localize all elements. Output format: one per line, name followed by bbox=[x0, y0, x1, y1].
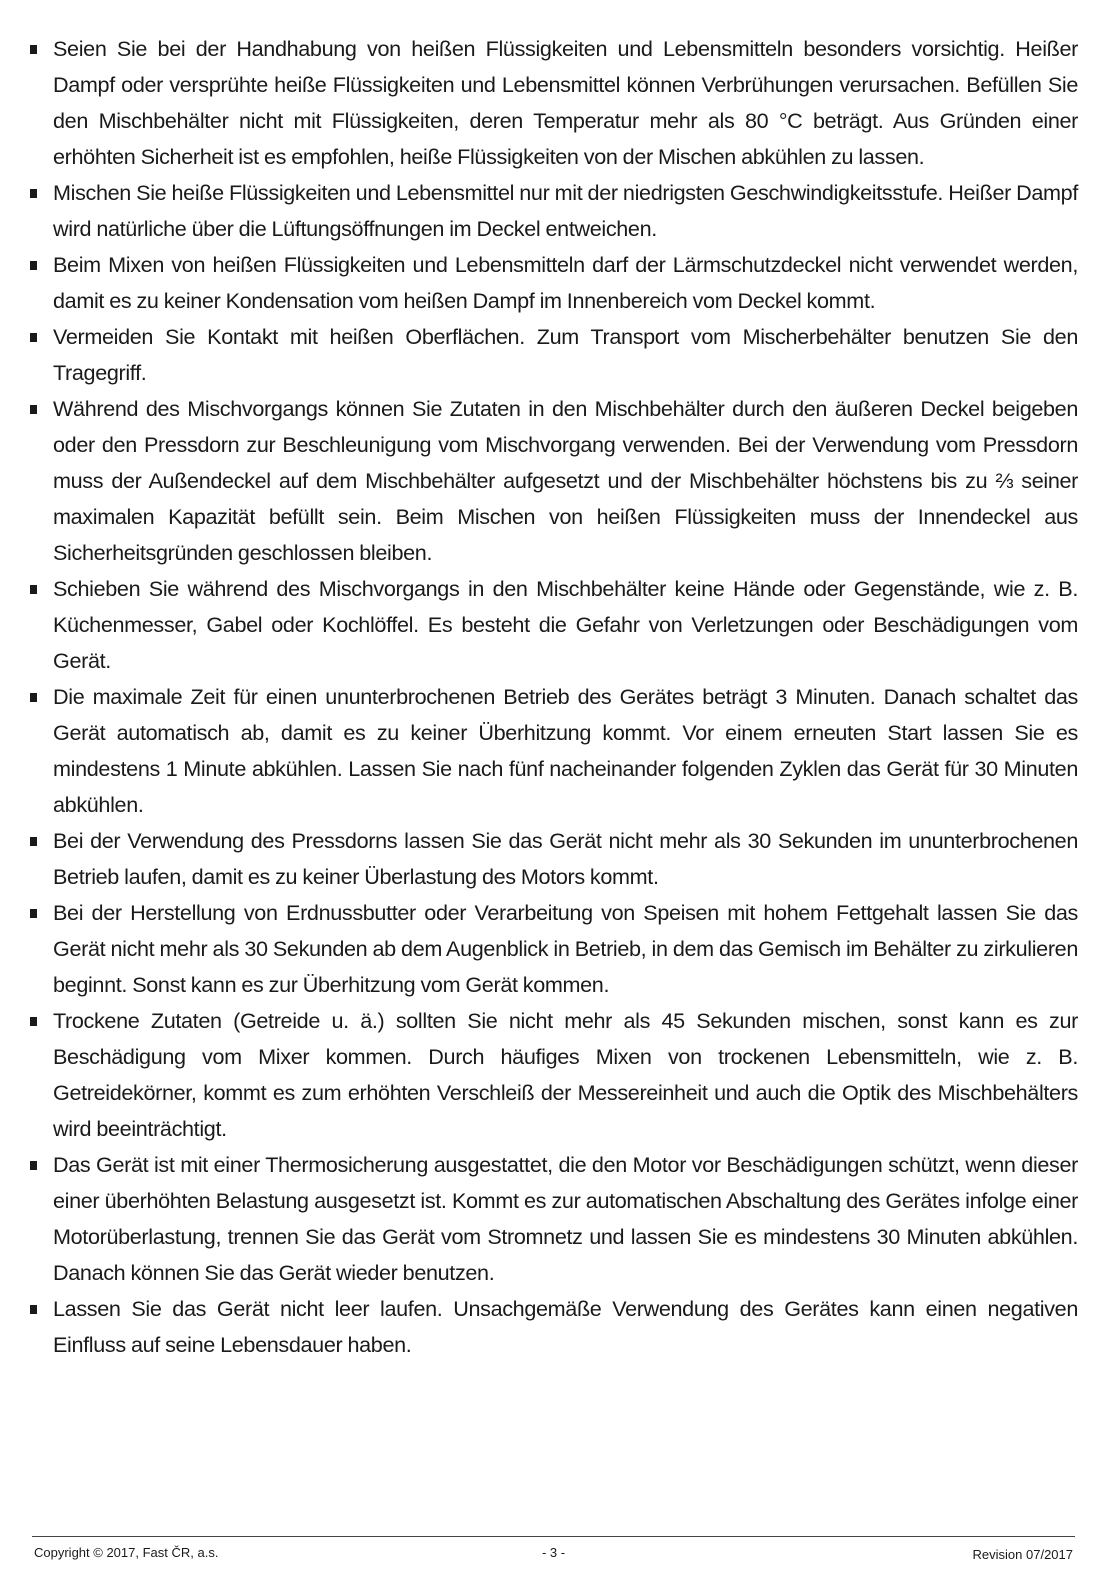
list-item-text: Bei der Verwendung des Pressdorns lassen Sie das Gerät nicht mehr als 30 Sekunden im ununterbrochenen Betrieb laufen, damit es zu keiner Überlastung des Motors kommt. bbox=[53, 828, 1078, 889]
bullet-icon bbox=[30, 189, 37, 198]
list-item bbox=[28, 391, 1078, 571]
list-item bbox=[28, 319, 1078, 391]
safety-instructions bbox=[28, 31, 1078, 1363]
footer-page-number: - 3 - bbox=[541, 1545, 566, 1560]
list-item-text: Das Gerät ist mit einer Thermosicherung ausgestattet, die den Motor vor Beschädigungen schützt, wenn dieser einer überhöhten Belastung ausgesetzt ist. Kommt es zur automatischen Abschaltung des Gerätes infolge einer Motorüberlastung, trennen Sie das Gerät vom Stromnetz und lassen Sie es mindestens 30 Minuten abkühlen. Danach können Sie das Gerät wieder benutzen. bbox=[53, 1152, 1078, 1285]
bullet-icon bbox=[30, 261, 37, 270]
bullet-icon bbox=[30, 1017, 37, 1026]
list-item-text: Beim Mixen von heißen Flüssigkeiten und Lebensmitteln darf der Lärmschutzdeckel nicht verwendet werden, damit es zu keiner Kondensation vom heißen Dampf im Innenbereich vom Deckel kommt. bbox=[53, 252, 1078, 313]
list-item bbox=[28, 1147, 1078, 1291]
list-item bbox=[28, 571, 1078, 679]
list-item bbox=[28, 247, 1078, 319]
list-item-text: Die maximale Zeit für einen ununterbrochenen Betrieb des Gerätes beträgt 3 Minuten. Danach schaltet das Gerät automatisch ab, damit es zu keiner Überhitzung kommt. Vor einem erneuten Start lassen Sie es mindestens 1 Minute abkühlen. Lassen Sie nach fünf nacheinander folgenden Zyklen das Gerät für 30 Minuten abkühlen. bbox=[53, 684, 1078, 817]
bullet-icon bbox=[30, 1305, 37, 1314]
list-item-text: Mischen Sie heiße Flüssigkeiten und Lebensmittel nur mit der niedrigsten Geschwindigkeitsstufe. Heißer Dampf wird natürliche über die Lüftungsöffnungen im Deckel entweichen. bbox=[53, 180, 1078, 241]
bullet-icon bbox=[30, 837, 37, 846]
list-item bbox=[28, 1003, 1078, 1147]
list-item-text: Während des Mischvorgangs können Sie Zutaten in den Mischbehälter durch den äußeren Deckel beigeben oder den Pressdorn zur Beschleunigung vom Mischvorgang verwenden. Bei der Verwendung vom Pressdorn muss der Außendeckel auf dem Mischbehälter aufgesetzt und der Mischbehälter höchstens bis zu ⅔ seiner maximalen Kapazität befüllt sein. Beim Mischen von heißen Flüssigkeiten muss der Innendeckel aus Sicherheitsgründen geschlossen bleiben. bbox=[53, 396, 1078, 565]
bullet-icon bbox=[30, 585, 37, 594]
bullet-list bbox=[28, 31, 1078, 1363]
page-footer bbox=[32, 1536, 1075, 1577]
list-item-text: Trockene Zutaten (Getreide u. ä.) sollten Sie nicht mehr als 45 Sekunden mischen, sonst kann es zur Beschädigung vom Mixer kommen. Durch häufiges Mixen von trockenen Lebensmitteln, wie z. B. Getreidekörner, kommt es zum erhöhten Verschleiß der Messereinheit und auch die Optik des Mischbehälters wird beeinträchtigt. bbox=[53, 1008, 1078, 1141]
list-item bbox=[28, 895, 1078, 1003]
bullet-icon bbox=[30, 693, 37, 702]
list-item bbox=[28, 175, 1078, 247]
list-item bbox=[28, 823, 1078, 895]
bullet-icon bbox=[30, 1161, 37, 1170]
list-item-text: Schieben Sie während des Mischvorgangs in den Mischbehälter keine Hände oder Gegenstände, wie z. B. Küchenmesser, Gabel oder Kochlöffel. Es besteht die Gefahr von Verletzungen oder Beschädigungen vom Gerät. bbox=[53, 576, 1078, 673]
list-item-text: Vermeiden Sie Kontakt mit heißen Oberflächen. Zum Transport vom Mischerbehälter benutzen Sie den Tragegriff. bbox=[53, 324, 1078, 385]
list-item bbox=[28, 1291, 1078, 1363]
list-item-text: Seien Sie bei der Handhabung von heißen Flüssigkeiten und Lebensmitteln besonders vorsichtig. Heißer Dampf oder versprühte heiße Flüssigkeiten und Lebensmittel können Verbrühungen verursachen. Befüllen Sie den Mischbehälter nicht mit Flüssigkeiten, deren Temperatur mehr als 80 °C beträgt. Aus Gründen einer erhöhten Sicherheit ist es empfohlen, heiße Flüssigkeiten von der Mischen abkühlen zu lassen. bbox=[53, 36, 1078, 169]
bullet-icon bbox=[30, 909, 37, 918]
footer-revision: Revision 07/2017 bbox=[972, 1547, 1073, 1562]
list-item bbox=[28, 31, 1078, 175]
bullet-icon bbox=[30, 45, 37, 54]
footer-copyright: Copyright © 2017, Fast ČR, a.s. bbox=[34, 1545, 219, 1560]
list-item-text: Lassen Sie das Gerät nicht leer laufen. Unsachgemäße Verwendung des Gerätes kann einen negativen Einfluss auf seine Lebensdauer haben. bbox=[53, 1296, 1078, 1357]
list-item-text: Bei der Herstellung von Erdnussbutter oder Verarbeitung von Speisen mit hohem Fettgehalt lassen Sie das Gerät nicht mehr als 30 Sekunden ab dem Augenblick in Betrieb, in dem das Gemisch im Behälter zu zirkulieren beginnt. Sonst kann es zur Überhitzung vom Gerät kommen. bbox=[53, 900, 1078, 997]
bullet-icon bbox=[30, 405, 37, 414]
list-item bbox=[28, 679, 1078, 823]
bullet-icon bbox=[30, 333, 37, 342]
